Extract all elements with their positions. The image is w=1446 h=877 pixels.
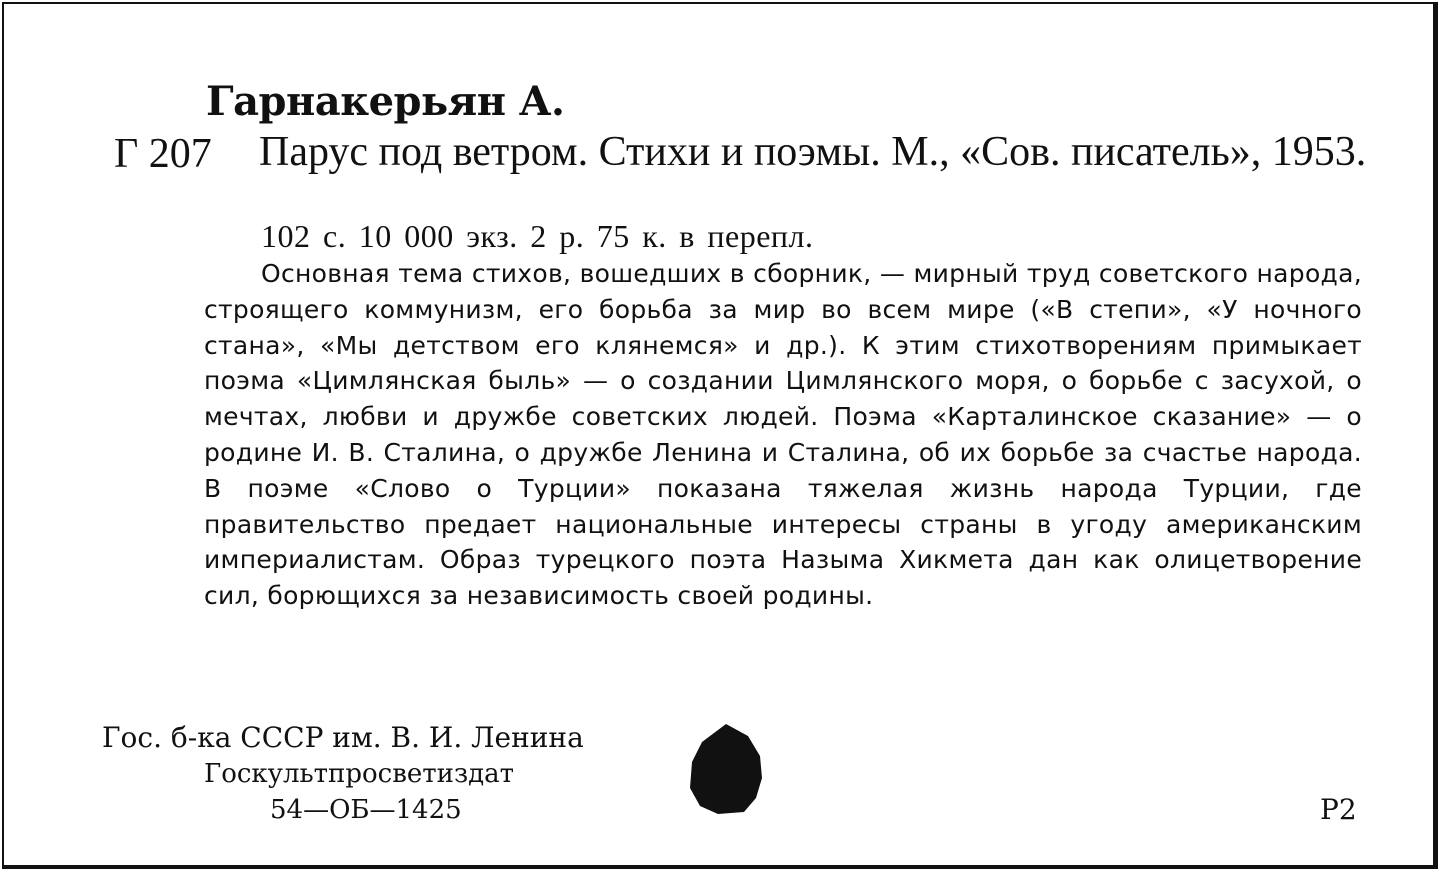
- annotation-text: Основная тема стихов, вошедших в сборник, — мирный труд советского народа, строящего коммунизм, его борьба за мир во всем мире («В степи», «У ночного стана», «Мы детством его клянемся» и др.). К этим стихотворениям примыкает поэма «Цимлянская быль» — о создании Цимлянского моря, о борьбе с засухой, о мечтах, любви и дружбе советских людей. Поэма «Карталинское сказание» — о родине И. В. Сталина, о дружбе Ленина и Сталина, об их борьбе за счастье народа. В поэме «Слово о Турции» показана тяжелая жизнь народа Турции, где правительство предает национальные интересы страны в угоду американским империалистам. Образ турецкого поэта Назыма Хикмета дан как олицетворение сил, борющихся за независимость своей родины.: [204, 259, 1362, 611]
- order-number: 54—ОБ—1425: [270, 795, 462, 825]
- call-number: Г 207: [114, 131, 212, 177]
- catalog-card: [2, 2, 1438, 869]
- library-line: Гос. б-ка СССР им. В. И. Ленина: [102, 721, 584, 754]
- author-heading: Гарнакерьян А.: [206, 78, 565, 125]
- classification-code: Р2: [1320, 793, 1357, 826]
- punch-hole-mark: [688, 722, 764, 816]
- publisher-line: Госкультпросветиздат: [204, 759, 515, 789]
- imprint-line: 102 с. 10 000 экз. 2 р. 75 к. в перепл.: [261, 218, 814, 254]
- book-title: Парус под ветром. Стихи и поэмы. М., «Сов. писатель», 1953.: [259, 129, 1367, 175]
